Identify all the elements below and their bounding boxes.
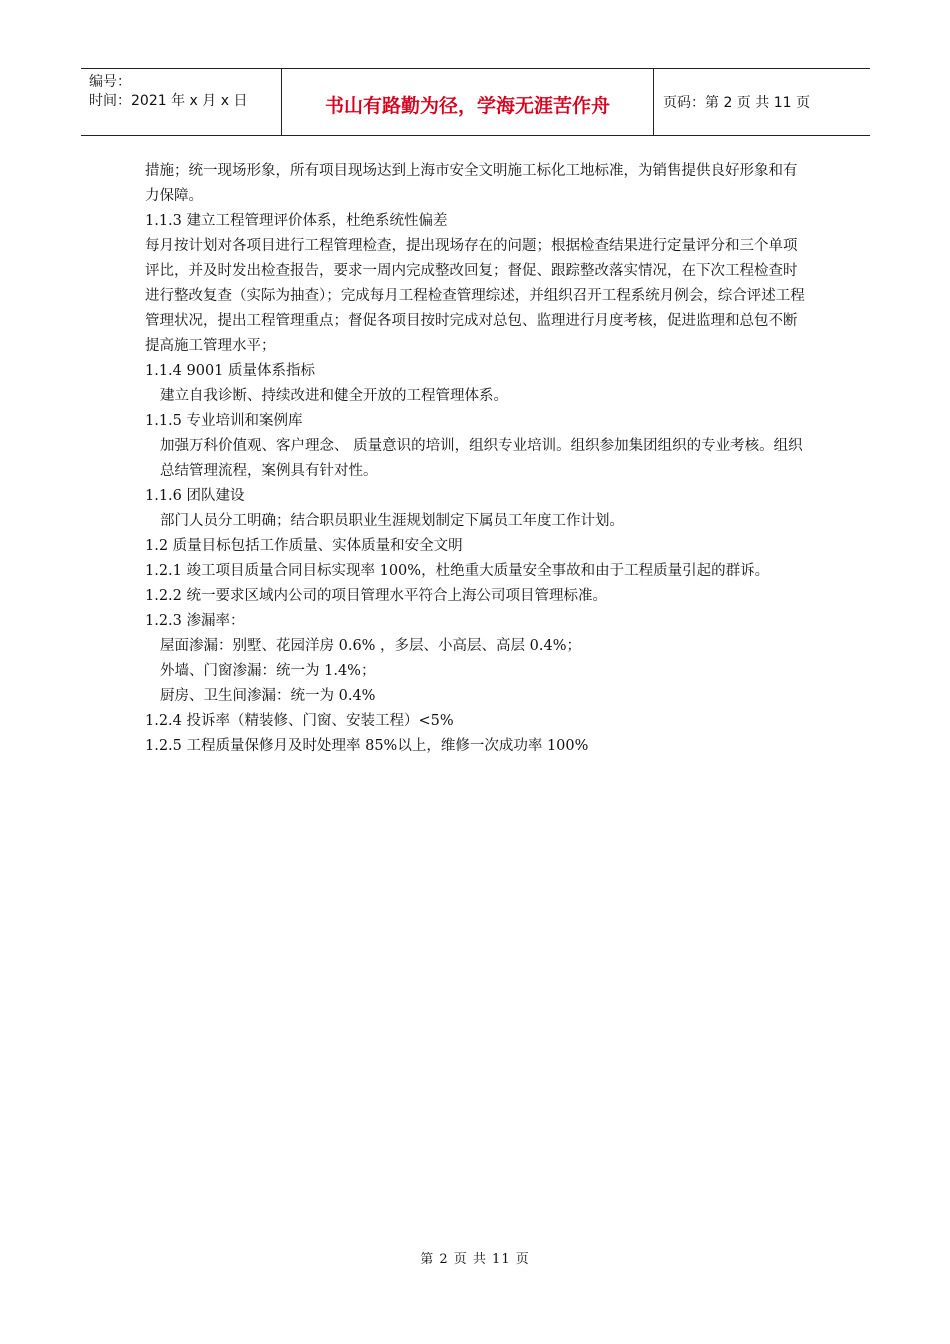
header-meta [81, 69, 282, 135]
body-paragraph: 屋面渗漏：别墅、花园洋房 0.6% ，多层、小高层、高层 0.4%； [160, 638, 582, 654]
section-heading: 1.1.5 专业培训和案例库 [145, 413, 303, 429]
document-time-label: 时间：2021 年 x 月 x 日 [89, 93, 248, 109]
header-motto: 书山有路勤为径，学海无涯苦作舟 [282, 69, 654, 135]
section-heading: 1.1.6 团队建设 [145, 488, 245, 504]
body-paragraph: 外墙、门窗渗漏：统一为 1.4%； [160, 663, 376, 679]
section-heading: 1.1.4 9001 质量体系指标 [145, 363, 316, 379]
section-heading: 1.1.3 建立工程管理评价体系，杜绝系统性偏差 [145, 213, 448, 229]
body-paragraph: 1.2.4 投诉率（精装修、门窗、安装工程）<5% [145, 713, 454, 729]
document-body [145, 159, 810, 759]
header-page-info: 页码：第 2 页 共 11 页 [663, 95, 810, 111]
body-paragraph: 1.2.1 竣工项目质量合同目标实现率 100%，杜绝重大质量安全事故和由于工程质量引起的群诉。 [145, 563, 770, 579]
body-paragraph: 部门人员分工明确；结合职员职业生涯规划制定下属员工年度工作计划。 [160, 513, 624, 529]
body-paragraph: 建立自我诊断、持续改进和健全开放的工程管理体系。 [160, 388, 508, 404]
body-paragraph: 措施；统一现场形象，所有项目现场达到上海市安全文明施工标化工地标准，为销售提供良好形象和有力保障。 [145, 163, 798, 204]
body-paragraph: 每月按计划对各项目进行工程管理检查，提出现场存在的问题；根据检查结果进行定量评分和三个单项评比，并及时发出检查报告，要求一周内完成整改回复；督促、跟踪整改落实情况，在下次工程检查时进行整改复查（实际为抽查）；完成每月工程检查管理综述，并组织召开工程系统月例会，综合评述工程管理状况，提出工程管理重点；督促各项目按时完成对总包、监理进行月度考核，促进监理和总包不断提高施工管理水平； [145, 238, 805, 354]
document-number-label: 编号： [89, 74, 131, 90]
page-header [81, 68, 870, 136]
body-paragraph: 1.2.2 统一要求区域内公司的项目管理水平符合上海公司项目管理标准。 [145, 588, 608, 604]
section-heading: 1.2 质量目标包括工作质量、实体质量和安全文明 [145, 538, 463, 554]
body-paragraph: 加强万科价值观、客户理念、 质量意识的培训，组织专业培训。组织参加集团组织的专业考核。组织总结管理流程，案例具有针对性。 [160, 438, 803, 479]
body-paragraph: 厨房、卫生间渗漏：统一为 0.4% [160, 688, 376, 704]
section-heading: 1.2.3 渗漏率： [145, 613, 245, 629]
body-paragraph: 1.2.5 工程质量保修月及时处理率 85%以上，维修一次成功率 100% [145, 738, 589, 754]
page-footer: 第 2 页 共 11 页 [420, 1252, 530, 1267]
